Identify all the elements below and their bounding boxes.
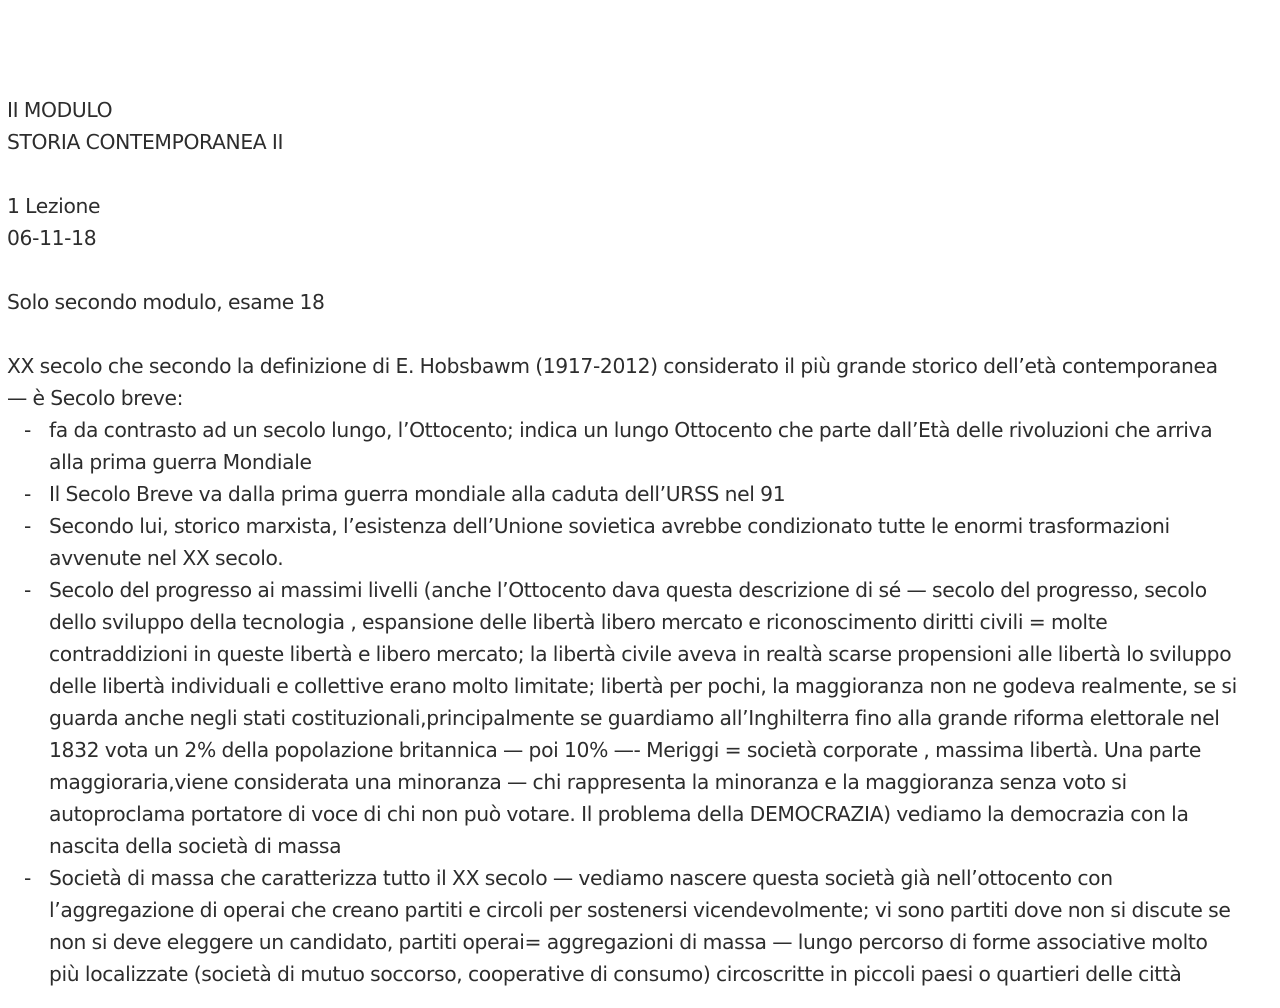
dash-bullet-icon: -: [24, 482, 31, 506]
bullet-line: guarda anche negli stati costituzionali,principalmente se guardiamo all’Inghilterra fino alla grande riforma elettorale nel: [49, 706, 1220, 730]
course-heading: STORIA CONTEMPORANEA II: [7, 130, 284, 154]
blank-line: [7, 318, 1277, 350]
bullet-line: fa da contrasto ad un secolo lungo, l’Ottocento; indica un lungo Ottocento che parte dall’Età delle rivoluzioni che arriva: [49, 418, 1213, 442]
bullet-line: Secondo lui, storico marxista, l’esistenza dell’Unione sovietica avrebbe condizionato tutte le enormi trasformazioni: [49, 514, 1170, 538]
bullet-line: Società di massa che caratterizza tutto il XX secolo — vediamo nascere questa società già nell’ottocento con: [49, 866, 1113, 890]
intro-line: — è Secolo breve:: [7, 386, 184, 410]
lesson-date: 06-11-18: [7, 226, 97, 250]
intro-line: XX secolo che secondo la definizione di E. Hobsbawm (1917-2012) considerato il più grande storico dell’età contemporanea: [7, 354, 1218, 378]
dash-bullet-icon: -: [24, 578, 31, 602]
bullet-item: [7, 574, 1277, 862]
bullet-line: l’aggregazione di operai che creano partiti e circoli per sostenersi vicendevolmente; vi sono partiti dove non si discute se: [49, 898, 1231, 922]
bullet-line: nascita della società di massa: [49, 834, 342, 858]
bullet-list: [7, 414, 1277, 990]
bullet-line: Secolo del progresso ai massimi livelli (anche l’Ottocento dava questa descrizione di sé — secolo del progresso, secolo: [49, 578, 1207, 602]
lesson-number: 1 Lezione: [7, 194, 101, 218]
bullet-line: dello sviluppo della tecnologia , espansione delle libertà libero mercato e riconoscimento diritti civili = molte: [49, 610, 1108, 634]
blank-line: [7, 254, 1277, 286]
blank-line: [7, 158, 1277, 190]
bullet-item: [7, 414, 1277, 478]
bullet-line: contraddizioni in queste libertà e libero mercato; la libertà civile aveva in realtà scarse propensioni alle libertà lo sviluppo: [49, 642, 1232, 666]
dash-bullet-icon: -: [24, 514, 31, 538]
dash-bullet-icon: -: [24, 418, 31, 442]
bullet-line: 1832 vota un 2% della popolazione britannica — poi 10% —- Meriggi = società corporate , massima libertà. Una parte: [49, 738, 1201, 762]
module-heading: II MODULO: [7, 98, 113, 122]
bullet-item: [7, 510, 1277, 574]
bullet-line: maggioraria,viene considerata una minoranza — chi rappresenta la minoranza e la maggioranza senza voto si: [49, 770, 1127, 794]
bullet-line: delle libertà individuali e collettive erano molto limitate; libertà per pochi, la maggioranza non ne godeva realmente, se si: [49, 674, 1237, 698]
bullet-item: [7, 862, 1277, 990]
exam-note: Solo secondo modulo, esame 18: [7, 290, 325, 314]
document-body: [7, 94, 1277, 990]
bullet-line: non si deve eleggere un candidato, partiti operai= aggregazioni di massa — lungo percorso di forme associative molto: [49, 930, 1208, 954]
bullet-line: avvenute nel XX secolo.: [49, 546, 284, 570]
bullet-line: alla prima guerra Mondiale: [49, 450, 312, 474]
bullet-line: autoproclama portatore di voce di chi non può votare. Il problema della DEMOCRAZIA) vediamo la democrazia con la: [49, 802, 1189, 826]
bullet-line: Il Secolo Breve va dalla prima guerra mondiale alla caduta dell’URSS nel 91: [49, 482, 786, 506]
dash-bullet-icon: -: [24, 866, 31, 890]
bullet-item: [7, 478, 1277, 510]
bullet-line: più localizzate (società di mutuo soccorso, cooperative di consumo) circoscritte in piccoli paesi o quartieri delle città: [49, 962, 1182, 986]
